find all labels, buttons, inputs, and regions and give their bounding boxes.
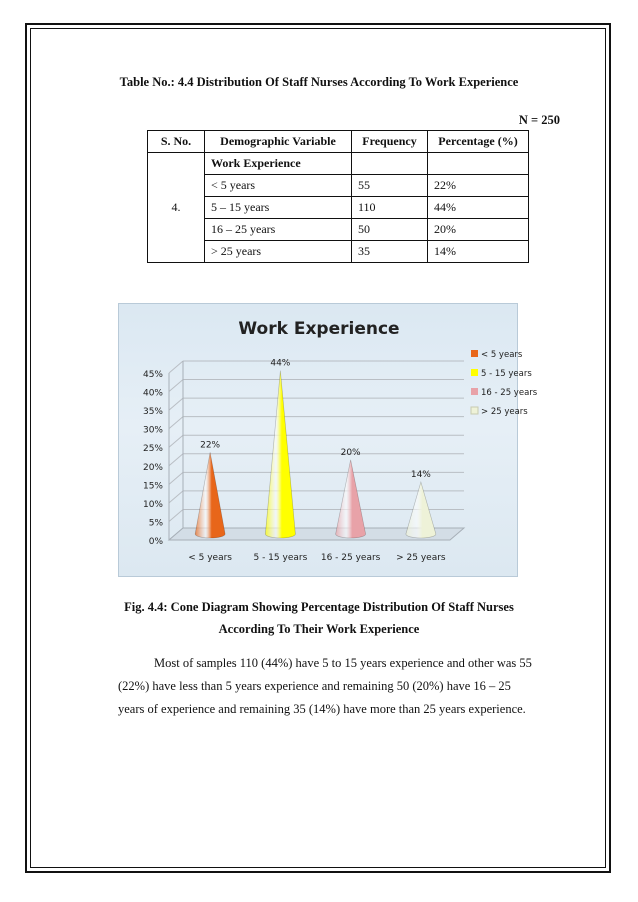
cell-sno: 4. bbox=[148, 153, 205, 263]
grid-line-side bbox=[169, 435, 183, 447]
paragraph-text: Most of samples 110 (44%) have 5 to 15 years experience and other was 55 (22%) have less than 5 years experience and remaining 50 (20%) have 16 – 25 years of experience and remaining 35 (14%) have more than 25 years experience. bbox=[118, 656, 532, 716]
cone-chart bbox=[118, 303, 538, 577]
cone-2 bbox=[336, 460, 366, 538]
legend-swatch bbox=[471, 388, 478, 395]
y-tick-label: 40% bbox=[142, 388, 163, 399]
cell-percentage: 22% bbox=[428, 175, 529, 197]
y-tick-label: 35% bbox=[142, 407, 163, 418]
grid-line-side bbox=[169, 398, 183, 410]
cell-group-label: Work Experience bbox=[205, 153, 352, 175]
table-header-row bbox=[148, 131, 529, 153]
grid-line-side bbox=[169, 361, 183, 373]
data-label: 22% bbox=[200, 440, 221, 451]
cell-variable: 16 – 25 years bbox=[205, 219, 352, 241]
grid-line-side bbox=[169, 417, 183, 429]
x-tick-label: < 5 years bbox=[188, 553, 233, 563]
chart-y-axis bbox=[143, 370, 163, 547]
cell-frequency: 55 bbox=[352, 175, 428, 197]
y-tick-label: 30% bbox=[142, 425, 163, 436]
cell-variable: 5 – 15 years bbox=[205, 197, 352, 219]
y-tick-label: 5% bbox=[148, 518, 163, 529]
table-row bbox=[148, 153, 529, 175]
cell-empty bbox=[428, 153, 529, 175]
cell-variable: < 5 years bbox=[205, 175, 352, 197]
legend-label: > 25 years bbox=[481, 407, 528, 417]
cell-frequency: 35 bbox=[352, 241, 428, 263]
header-sno: S. No. bbox=[148, 131, 205, 153]
chart-cones bbox=[195, 359, 436, 538]
grid-line-side bbox=[169, 491, 183, 503]
legend-label: 5 - 15 years bbox=[481, 369, 532, 379]
table-row bbox=[148, 241, 529, 263]
cell-frequency: 50 bbox=[352, 219, 428, 241]
data-label: 14% bbox=[410, 470, 431, 481]
sample-size-label: N = 250 bbox=[518, 113, 560, 127]
legend-label: 16 - 25 years bbox=[481, 388, 538, 398]
table-row bbox=[148, 219, 529, 241]
x-tick-label: 16 - 25 years bbox=[320, 553, 381, 563]
table-caption: Table No.: 4.4 Distribution Of Staff Nurses According To Work Experience bbox=[119, 75, 519, 89]
x-tick-label: > 25 years bbox=[396, 553, 446, 563]
grid-line-side bbox=[169, 454, 183, 466]
cell-variable: > 25 years bbox=[205, 241, 352, 263]
grid-line-side bbox=[169, 380, 183, 392]
y-tick-label: 15% bbox=[142, 481, 163, 492]
y-tick-label: 20% bbox=[142, 462, 163, 473]
y-tick-label: 0% bbox=[148, 537, 163, 547]
y-tick-label: 10% bbox=[142, 499, 163, 510]
figure-caption-line2: According To Their Work Experience bbox=[218, 622, 420, 636]
cell-percentage: 44% bbox=[428, 197, 529, 219]
cone-chart-svg bbox=[119, 304, 538, 576]
chart-x-axis bbox=[188, 553, 446, 563]
distribution-table bbox=[147, 130, 529, 263]
figure-caption-line1: Fig. 4.4: Cone Diagram Showing Percentage Distribution Of Staff Nurses bbox=[124, 600, 514, 614]
header-variable: Demographic Variable bbox=[205, 131, 352, 153]
legend-swatch bbox=[471, 407, 478, 414]
cone-0 bbox=[195, 452, 225, 538]
table-row bbox=[148, 175, 529, 197]
legend-swatch bbox=[471, 369, 478, 376]
cell-percentage: 14% bbox=[428, 241, 529, 263]
y-tick-label: 45% bbox=[142, 370, 163, 380]
cone-1 bbox=[265, 371, 295, 538]
header-frequency: Frequency bbox=[352, 131, 428, 153]
header-percentage: Percentage (%) bbox=[428, 131, 529, 153]
chart-title: Work Experience bbox=[238, 319, 400, 339]
data-label: 20% bbox=[340, 447, 361, 458]
x-tick-label: 5 - 15 years bbox=[253, 553, 308, 563]
grid-line-side bbox=[169, 472, 183, 484]
table-row bbox=[148, 197, 529, 219]
grid-line-side bbox=[169, 509, 183, 521]
data-label: 44% bbox=[270, 358, 291, 369]
y-tick-label: 25% bbox=[142, 444, 163, 455]
cell-percentage: 20% bbox=[428, 219, 529, 241]
cell-frequency: 110 bbox=[352, 197, 428, 219]
description-paragraph bbox=[118, 652, 538, 721]
legend-label: < 5 years bbox=[481, 350, 523, 360]
legend-swatch bbox=[471, 350, 478, 357]
cell-empty bbox=[352, 153, 428, 175]
